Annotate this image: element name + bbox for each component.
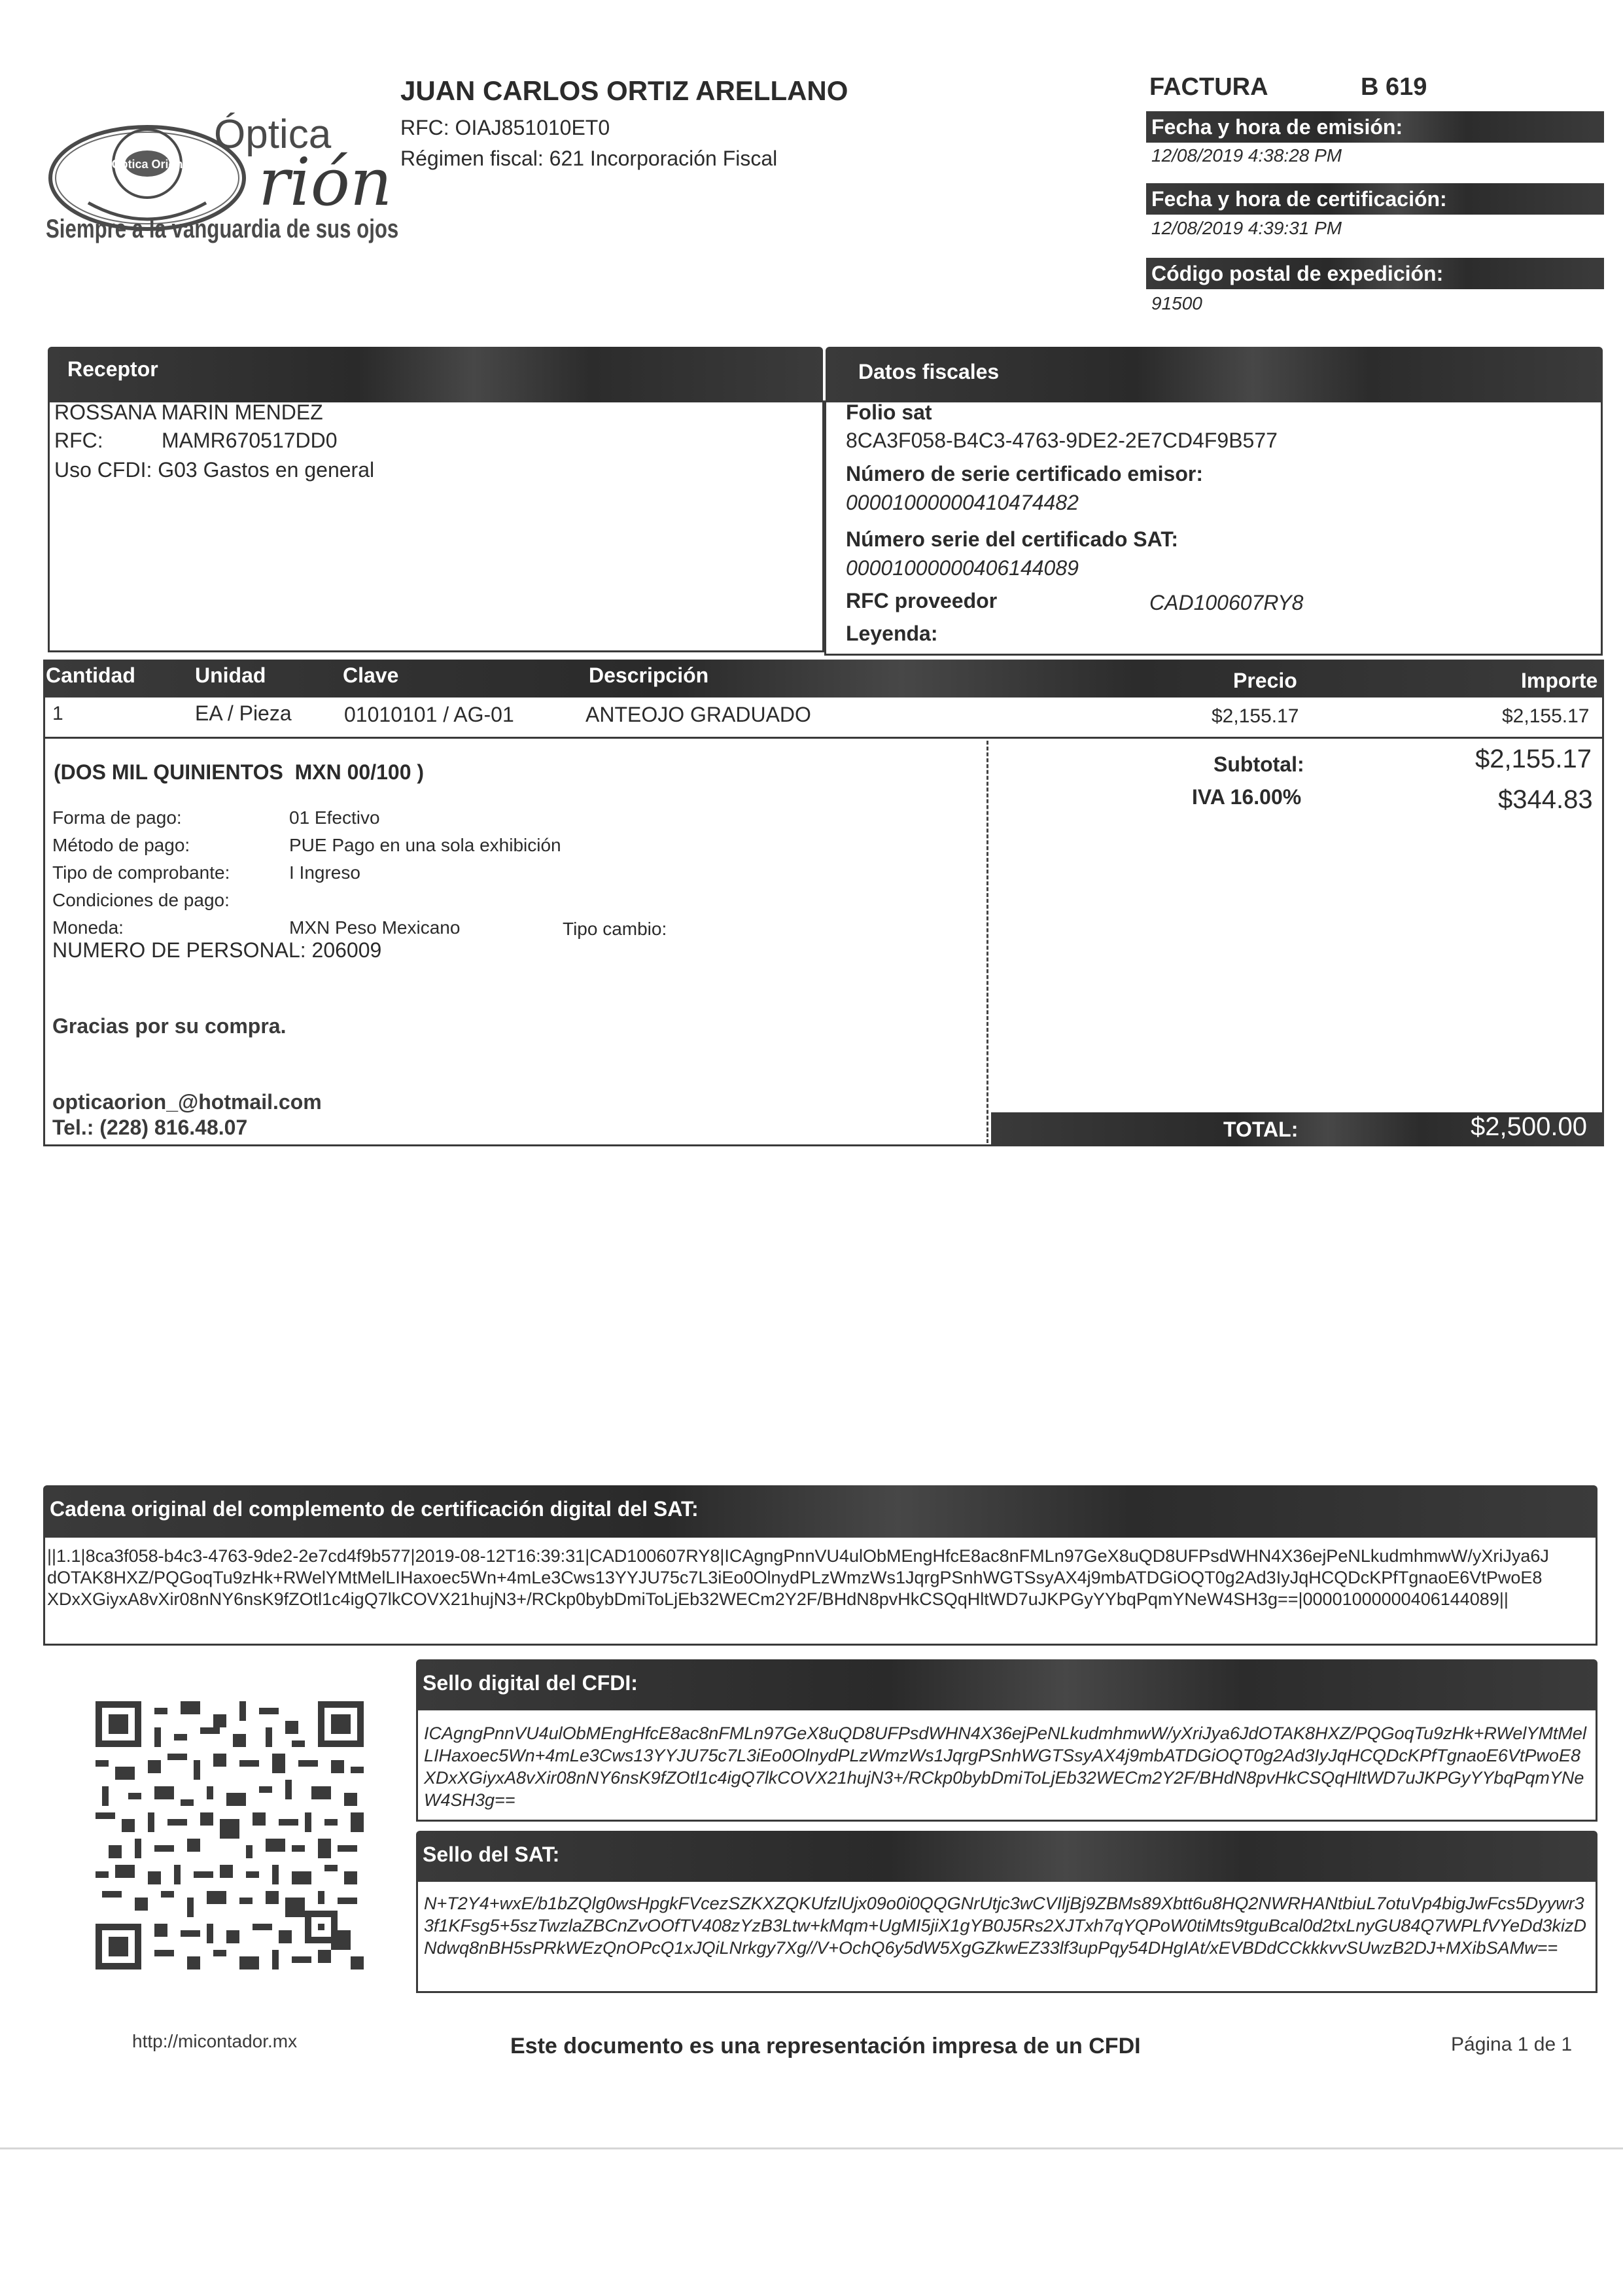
cadena-original-header: Cadena original del complemento de certificación digital del SAT: bbox=[43, 1485, 1597, 1538]
invoice-type: FACTURA bbox=[1149, 73, 1268, 101]
col-descripcion: Descripción bbox=[589, 663, 709, 687]
fiscal-data-header: Datos fiscales bbox=[826, 347, 1603, 402]
subtotal-label: Subtotal: bbox=[1213, 752, 1304, 776]
moneda-label: Moneda: bbox=[52, 917, 124, 938]
col-cantidad: Cantidad bbox=[46, 663, 135, 687]
footer-url: http://micontador.mx bbox=[132, 2031, 298, 2051]
amount-in-words: (DOS MIL QUINIENTOS MXN 00/100 ) bbox=[54, 760, 425, 784]
moneda-value: MXN Peso Mexicano bbox=[289, 917, 461, 938]
forma-pago-value: 01 Efectivo bbox=[289, 807, 380, 828]
qr-code-icon bbox=[96, 1701, 364, 1969]
receptor-rfc-value: MAMR670517DD0 bbox=[162, 429, 338, 452]
receptor-rfc-label: RFC: bbox=[54, 429, 103, 452]
receptor-uso-cfdi: Uso CFDI: G03 Gastos en general bbox=[54, 458, 375, 482]
iva-value: $344.83 bbox=[1498, 785, 1593, 814]
forma-pago-label: Forma de pago: bbox=[52, 807, 182, 828]
col-unidad: Unidad bbox=[195, 663, 266, 687]
contact-phone: Tel.: (228) 816.48.07 bbox=[52, 1116, 248, 1139]
col-precio: Precio bbox=[1233, 669, 1297, 692]
emission-date-value: 12/08/2019 4:38:28 PM bbox=[1151, 145, 1342, 166]
receptor-name: ROSSANA MARIN MENDEZ bbox=[54, 400, 323, 424]
total-value: $2,500.00 bbox=[1471, 1112, 1587, 1141]
logo-tagline: Siempre a la vanguardia de sus ojos bbox=[46, 215, 399, 243]
postal-code-header: Código postal de expedición: bbox=[1146, 258, 1604, 289]
metodo-pago-label: Método de pago: bbox=[52, 835, 190, 855]
qr-code bbox=[96, 1701, 364, 1969]
subtotal-value: $2,155.17 bbox=[1475, 745, 1592, 773]
thanks-message: Gracias por su compra. bbox=[52, 1014, 287, 1038]
invoice-number: B 619 bbox=[1361, 73, 1427, 101]
tipo-comprobante-value: I Ingreso bbox=[289, 862, 360, 883]
company-logo bbox=[43, 105, 409, 262]
items-header bbox=[43, 660, 1604, 698]
table-row-cantidad: 1 bbox=[52, 703, 63, 724]
folio-sat-label: Folio sat bbox=[846, 400, 932, 424]
logo-brand-main: rión bbox=[258, 144, 393, 221]
scan-edge-line bbox=[0, 2147, 1623, 2149]
folio-sat-value: 8CA3F058-B4C3-4763-9DE2-2E7CD4F9B577 bbox=[846, 429, 1278, 452]
emission-date-header: Fecha y hora de emisión: bbox=[1146, 111, 1604, 143]
col-clave: Clave bbox=[343, 663, 399, 687]
sello-cfdi-header: Sello digital del CFDI: bbox=[416, 1659, 1597, 1710]
issuer-name: JUAN CARLOS ORTIZ ARELLANO bbox=[400, 75, 848, 106]
rfc-proveedor-label: RFC proveedor bbox=[846, 589, 998, 612]
logo-circle-text: Óptica Orión bbox=[111, 158, 183, 171]
serie-emisor-value: 00001000000410474482 bbox=[846, 491, 1079, 514]
table-row-importe: $2,155.17 bbox=[1502, 705, 1590, 727]
table-row-descripcion: ANTEOJO GRADUADO bbox=[585, 703, 811, 726]
postal-code-value: 91500 bbox=[1151, 293, 1202, 313]
numero-personal: NUMERO DE PERSONAL: 206009 bbox=[52, 938, 382, 962]
cadena-original-text: ||1.1|8ca3f058-b4c3-4763-9de2-2e7cd4f9b577|2019-08-12T16:39:31|CAD100607RY8|ICAgngPnnVU4ulObMEngHfcE8ac8nFMLn97GeX8uQD8UFPsdWHN4X36ejPeNLkudmhmwW/yXriJya6JdOTAK8HXZ/PQGoqTu9zHk+RWelYMtMelLIHaxoec5Wn+4mLe3Cws13YYJU75c7L3iEo0OlnydPLzWmzWs1JqrgPSnhWGTSsyAX4j9mbATDGiOQT0g2Ad3IyJqHCQDcKPfTgnaoE6VtPwoE8XDxXGiyxA8vXir08nNY6nsK9fZOtl1c4igQ7lkCOVX21hujN3+/RCkp0bybDmiToLjEb32WECm2Y2F/BHdN8pvHkCSQqHltWD7uJKPGyYYbqPqmYNeW4SH3g==|00001000000406144089|| bbox=[47, 1546, 1549, 1609]
serie-emisor-label: Número de serie certificado emisor: bbox=[846, 462, 1203, 486]
receptor-header: Receptor bbox=[48, 347, 823, 402]
contact-email: opticaorion_@hotmail.com bbox=[52, 1090, 322, 1114]
rfc-proveedor-value: CAD100607RY8 bbox=[1149, 591, 1304, 614]
tipo-comprobante-label: Tipo de comprobante: bbox=[52, 862, 230, 883]
table-row-unidad: EA / Pieza bbox=[195, 701, 292, 725]
table-row-clave: 01010101 / AG-01 bbox=[344, 703, 514, 726]
footer-note: Este documento es una representación impresa de un CFDI bbox=[510, 2034, 1141, 2058]
col-importe: Importe bbox=[1521, 669, 1598, 692]
table-row-precio: $2,155.17 bbox=[1212, 705, 1299, 727]
serie-sat-label: Número serie del certificado SAT: bbox=[846, 527, 1178, 551]
total-label: TOTAL: bbox=[1223, 1118, 1299, 1141]
sello-sat-header: Sello del SAT: bbox=[416, 1831, 1597, 1882]
tipo-cambio-label: Tipo cambio: bbox=[563, 919, 667, 939]
condiciones-pago-label: Condiciones de pago: bbox=[52, 890, 230, 910]
page-number: Página 1 de 1 bbox=[1451, 2034, 1573, 2055]
certification-date-header: Fecha y hora de certificación: bbox=[1146, 183, 1604, 215]
leyenda-label: Leyenda: bbox=[846, 622, 938, 645]
certification-date-value: 12/08/2019 4:39:31 PM bbox=[1151, 218, 1342, 238]
issuer-rfc: RFC: OIAJ851010ET0 bbox=[400, 116, 610, 139]
details-divider bbox=[986, 741, 988, 1143]
metodo-pago-value: PUE Pago en una sola exhibición bbox=[289, 835, 561, 855]
sello-sat-text: N+T2Y4+wxE/b1bZQlg0wsHpgkFVcezSZKXZQKUfzlUjx09o0i0QQGNrUtjc3wCVIljBj9ZBMs89Xbtt6u8HQ2NWRHANtbiuL7otuVp4bigJwFcs5Dyywr33f1KFsg5+5szTwzlaZBCnZvOOfTV408zYzB3Ltw+kMqm+UgMI5jiX1gYB0J5Rs2XJTxh7qYQPoW0tiMts9tguBcal0d2txLnyGU84Q7WPLfVYeDd3kizDNdwq8nBH5sPRkWEzQnOPcQ1xJQiLNrkgy7Xg//V+OchQ6y5dW5XgGZkwEZ33lf3upPqy54DHgIAt/xEVBDdCCkkkvvSUwzB2DJ+MXibSAMw== bbox=[424, 1894, 1586, 1958]
sello-cfdi-text: ICAgngPnnVU4ulObMEngHfcE8ac8nFMLn97GeX8uQD8UFPsdWHN4X36ejPeNLkudmhmwW/yXriJya6JdOTAK8HXZ/PQGoqTu9zHk+RWelYMtMelLIHaxoec5Wn+4mLe3Cws13YYJU75c7L3iEo0OlnydPLzWmzWs1JqrgPSnhWGTSsyAX4j9mbATDGiOQT0g2Ad3IyJqHCQDcKPfTgnaoE6VtPwoE8XDxXGiyxA8vXir08nNY6nsK9fZOtl1c4igQ7lkCOVX21hujN3+/RCkp0bybDmiToLjEb32WECm2Y2F/BHdN8pvHkCSQqHltWD7uJKPGyYYbqPqmYNeW4SH3g== bbox=[424, 1723, 1586, 1810]
iva-label: IVA 16.00% bbox=[1192, 785, 1302, 809]
issuer-regimen: Régimen fiscal: 621 Incorporación Fiscal bbox=[400, 147, 778, 170]
logo-brand-top: Óptica bbox=[214, 112, 332, 157]
serie-sat-value: 00001000000406144089 bbox=[846, 556, 1079, 580]
